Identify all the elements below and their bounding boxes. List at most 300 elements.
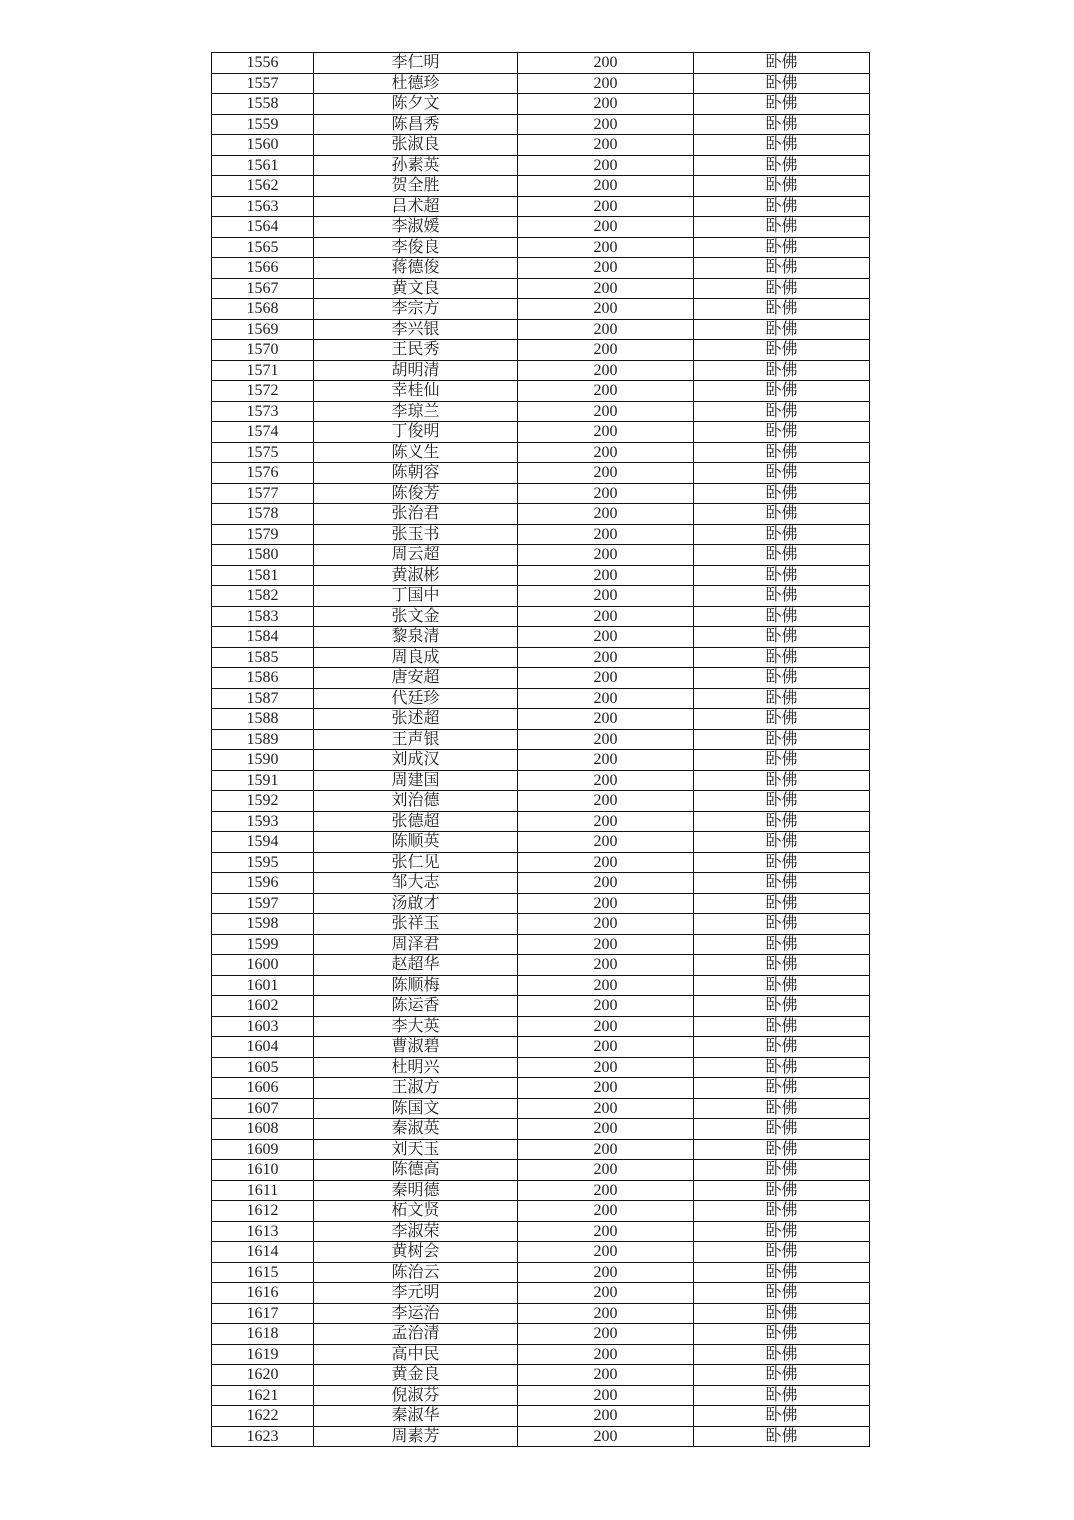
row-location: 卧佛 <box>694 1139 870 1160</box>
row-index: 1562 <box>212 176 314 197</box>
row-name: 陈夕文 <box>314 94 518 115</box>
row-location: 卧佛 <box>694 360 870 381</box>
row-index: 1613 <box>212 1221 314 1242</box>
row-amount: 200 <box>518 975 694 996</box>
row-index: 1618 <box>212 1324 314 1345</box>
row-amount: 200 <box>518 1426 694 1447</box>
row-amount: 200 <box>518 155 694 176</box>
row-amount: 200 <box>518 852 694 873</box>
table-row <box>212 1365 870 1386</box>
row-location: 卧佛 <box>694 1057 870 1078</box>
row-location: 卧佛 <box>694 852 870 873</box>
row-index: 1616 <box>212 1283 314 1304</box>
row-index: 1622 <box>212 1406 314 1427</box>
row-name: 杜德珍 <box>314 73 518 94</box>
row-index: 1607 <box>212 1098 314 1119</box>
row-location: 卧佛 <box>694 934 870 955</box>
row-index: 1593 <box>212 811 314 832</box>
row-location: 卧佛 <box>694 606 870 627</box>
row-index: 1592 <box>212 791 314 812</box>
table-row <box>212 606 870 627</box>
row-index: 1604 <box>212 1037 314 1058</box>
row-amount: 200 <box>518 1221 694 1242</box>
table-row <box>212 955 870 976</box>
table-row <box>212 1283 870 1304</box>
row-amount: 200 <box>518 237 694 258</box>
row-name: 孟治清 <box>314 1324 518 1345</box>
row-location: 卧佛 <box>694 319 870 340</box>
table-row <box>212 360 870 381</box>
row-location: 卧佛 <box>694 1160 870 1181</box>
row-name: 吕术超 <box>314 196 518 217</box>
row-name: 张玉书 <box>314 524 518 545</box>
row-amount: 200 <box>518 1180 694 1201</box>
row-amount: 200 <box>518 360 694 381</box>
row-name: 张德超 <box>314 811 518 832</box>
table-row <box>212 319 870 340</box>
row-amount: 200 <box>518 1365 694 1386</box>
table-row <box>212 811 870 832</box>
table-row <box>212 996 870 1017</box>
row-amount: 200 <box>518 1324 694 1345</box>
row-name: 柘文贤 <box>314 1201 518 1222</box>
table-row <box>212 196 870 217</box>
row-name: 张文金 <box>314 606 518 627</box>
table-row <box>212 340 870 361</box>
row-name: 陈俊芳 <box>314 483 518 504</box>
row-name: 李仁明 <box>314 53 518 74</box>
table-row <box>212 1016 870 1037</box>
row-location: 卧佛 <box>694 791 870 812</box>
row-amount: 200 <box>518 873 694 894</box>
row-index: 1558 <box>212 94 314 115</box>
row-location: 卧佛 <box>694 196 870 217</box>
table-row <box>212 73 870 94</box>
row-name: 张淑良 <box>314 135 518 156</box>
table-row <box>212 545 870 566</box>
row-index: 1579 <box>212 524 314 545</box>
row-amount: 200 <box>518 299 694 320</box>
row-index: 1584 <box>212 627 314 648</box>
row-name: 周良成 <box>314 647 518 668</box>
row-location: 卧佛 <box>694 668 870 689</box>
row-amount: 200 <box>518 401 694 422</box>
table-row <box>212 1119 870 1140</box>
row-index: 1583 <box>212 606 314 627</box>
row-location: 卧佛 <box>694 975 870 996</box>
row-amount: 200 <box>518 1037 694 1058</box>
row-name: 刘成汉 <box>314 750 518 771</box>
row-location: 卧佛 <box>694 1426 870 1447</box>
row-amount: 200 <box>518 586 694 607</box>
row-index: 1603 <box>212 1016 314 1037</box>
row-index: 1601 <box>212 975 314 996</box>
row-index: 1576 <box>212 463 314 484</box>
table-row <box>212 53 870 74</box>
row-index: 1598 <box>212 914 314 935</box>
row-index: 1580 <box>212 545 314 566</box>
row-index: 1594 <box>212 832 314 853</box>
row-location: 卧佛 <box>694 729 870 750</box>
row-index: 1591 <box>212 770 314 791</box>
table-row <box>212 709 870 730</box>
row-index: 1619 <box>212 1344 314 1365</box>
row-index: 1581 <box>212 565 314 586</box>
row-name: 黄淑彬 <box>314 565 518 586</box>
row-location: 卧佛 <box>694 504 870 525</box>
row-index: 1595 <box>212 852 314 873</box>
row-index: 1612 <box>212 1201 314 1222</box>
row-location: 卧佛 <box>694 176 870 197</box>
row-name: 陈国文 <box>314 1098 518 1119</box>
row-index: 1585 <box>212 647 314 668</box>
row-name: 李运治 <box>314 1303 518 1324</box>
row-location: 卧佛 <box>694 996 870 1017</box>
row-location: 卧佛 <box>694 586 870 607</box>
row-name: 黎泉清 <box>314 627 518 648</box>
row-amount: 200 <box>518 176 694 197</box>
row-amount: 200 <box>518 709 694 730</box>
row-index: 1577 <box>212 483 314 504</box>
row-location: 卧佛 <box>694 832 870 853</box>
table-row <box>212 504 870 525</box>
row-index: 1587 <box>212 688 314 709</box>
table-row <box>212 155 870 176</box>
row-name: 倪淑芬 <box>314 1385 518 1406</box>
row-name: 刘天玉 <box>314 1139 518 1160</box>
row-name: 丁俊明 <box>314 422 518 443</box>
row-amount: 200 <box>518 832 694 853</box>
row-location: 卧佛 <box>694 463 870 484</box>
table-row <box>212 647 870 668</box>
row-name: 周素芳 <box>314 1426 518 1447</box>
row-name: 赵超华 <box>314 955 518 976</box>
row-index: 1560 <box>212 135 314 156</box>
row-amount: 200 <box>518 319 694 340</box>
row-amount: 200 <box>518 1406 694 1427</box>
table-row <box>212 627 870 648</box>
table-row <box>212 832 870 853</box>
table-row <box>212 791 870 812</box>
row-name: 张祥玉 <box>314 914 518 935</box>
row-location: 卧佛 <box>694 914 870 935</box>
row-location: 卧佛 <box>694 955 870 976</box>
table-row <box>212 381 870 402</box>
row-name: 陈朝容 <box>314 463 518 484</box>
table-row <box>212 114 870 135</box>
table-row <box>212 1344 870 1365</box>
row-name: 李淑媛 <box>314 217 518 238</box>
row-amount: 200 <box>518 217 694 238</box>
row-index: 1610 <box>212 1160 314 1181</box>
row-index: 1608 <box>212 1119 314 1140</box>
table-row <box>212 176 870 197</box>
table-row <box>212 237 870 258</box>
row-location: 卧佛 <box>694 73 870 94</box>
row-name: 陈治云 <box>314 1262 518 1283</box>
row-amount: 200 <box>518 53 694 74</box>
row-index: 1569 <box>212 319 314 340</box>
row-amount: 200 <box>518 1078 694 1099</box>
row-name: 李淑荣 <box>314 1221 518 1242</box>
row-location: 卧佛 <box>694 1324 870 1345</box>
row-index: 1620 <box>212 1365 314 1386</box>
row-index: 1572 <box>212 381 314 402</box>
row-location: 卧佛 <box>694 53 870 74</box>
row-index: 1588 <box>212 709 314 730</box>
row-amount: 200 <box>518 278 694 299</box>
row-name: 王民秀 <box>314 340 518 361</box>
row-amount: 200 <box>518 196 694 217</box>
row-index: 1611 <box>212 1180 314 1201</box>
table-row <box>212 135 870 156</box>
row-location: 卧佛 <box>694 340 870 361</box>
row-index: 1582 <box>212 586 314 607</box>
table-row <box>212 1242 870 1263</box>
row-amount: 200 <box>518 729 694 750</box>
row-name: 陈义生 <box>314 442 518 463</box>
row-location: 卧佛 <box>694 442 870 463</box>
table-row <box>212 524 870 545</box>
table-row <box>212 688 870 709</box>
table-row <box>212 1324 870 1345</box>
table-row <box>212 668 870 689</box>
row-location: 卧佛 <box>694 278 870 299</box>
row-index: 1623 <box>212 1426 314 1447</box>
row-amount: 200 <box>518 1303 694 1324</box>
row-amount: 200 <box>518 647 694 668</box>
row-index: 1602 <box>212 996 314 1017</box>
table-row <box>212 217 870 238</box>
row-amount: 200 <box>518 114 694 135</box>
row-amount: 200 <box>518 1119 694 1140</box>
row-name: 孙素英 <box>314 155 518 176</box>
row-location: 卧佛 <box>694 627 870 648</box>
table-row <box>212 975 870 996</box>
row-amount: 200 <box>518 442 694 463</box>
row-index: 1570 <box>212 340 314 361</box>
row-amount: 200 <box>518 258 694 279</box>
row-amount: 200 <box>518 606 694 627</box>
row-amount: 200 <box>518 1344 694 1365</box>
row-name: 周泽君 <box>314 934 518 955</box>
row-name: 李俊良 <box>314 237 518 258</box>
row-location: 卧佛 <box>694 647 870 668</box>
row-name: 陈顺梅 <box>314 975 518 996</box>
row-location: 卧佛 <box>694 811 870 832</box>
table-row <box>212 750 870 771</box>
row-amount: 200 <box>518 135 694 156</box>
row-index: 1615 <box>212 1262 314 1283</box>
row-index: 1606 <box>212 1078 314 1099</box>
row-location: 卧佛 <box>694 94 870 115</box>
row-index: 1573 <box>212 401 314 422</box>
row-location: 卧佛 <box>694 565 870 586</box>
table-row <box>212 893 870 914</box>
row-index: 1567 <box>212 278 314 299</box>
row-index: 1589 <box>212 729 314 750</box>
row-index: 1564 <box>212 217 314 238</box>
row-name: 陈顺英 <box>314 832 518 853</box>
table-row <box>212 1078 870 1099</box>
table-row <box>212 94 870 115</box>
row-amount: 200 <box>518 934 694 955</box>
row-amount: 200 <box>518 422 694 443</box>
row-name: 张治君 <box>314 504 518 525</box>
row-location: 卧佛 <box>694 1180 870 1201</box>
row-location: 卧佛 <box>694 1221 870 1242</box>
row-location: 卧佛 <box>694 1406 870 1427</box>
row-amount: 200 <box>518 955 694 976</box>
row-name: 丁国中 <box>314 586 518 607</box>
row-name: 汤啟才 <box>314 893 518 914</box>
table-row <box>212 1406 870 1427</box>
row-index: 1559 <box>212 114 314 135</box>
table-row <box>212 873 870 894</box>
row-name: 陈昌秀 <box>314 114 518 135</box>
row-index: 1586 <box>212 668 314 689</box>
row-location: 卧佛 <box>694 1119 870 1140</box>
row-amount: 200 <box>518 996 694 1017</box>
row-name: 秦淑华 <box>314 1406 518 1427</box>
table-row <box>212 1057 870 1078</box>
row-amount: 200 <box>518 1283 694 1304</box>
row-amount: 200 <box>518 1201 694 1222</box>
table-row <box>212 1037 870 1058</box>
row-location: 卧佛 <box>694 114 870 135</box>
row-location: 卧佛 <box>694 1365 870 1386</box>
table-row <box>212 401 870 422</box>
row-name: 蒋德俊 <box>314 258 518 279</box>
table-row <box>212 299 870 320</box>
table-row <box>212 1385 870 1406</box>
row-name: 李宗方 <box>314 299 518 320</box>
row-amount: 200 <box>518 791 694 812</box>
row-name: 杜明兴 <box>314 1057 518 1078</box>
table-row <box>212 565 870 586</box>
row-amount: 200 <box>518 1262 694 1283</box>
row-location: 卧佛 <box>694 873 870 894</box>
row-name: 陈运香 <box>314 996 518 1017</box>
row-index: 1561 <box>212 155 314 176</box>
row-amount: 200 <box>518 811 694 832</box>
row-name: 刘治德 <box>314 791 518 812</box>
table-row <box>212 1160 870 1181</box>
table-row <box>212 422 870 443</box>
row-amount: 200 <box>518 627 694 648</box>
row-name: 王淑方 <box>314 1078 518 1099</box>
row-index: 1600 <box>212 955 314 976</box>
row-amount: 200 <box>518 483 694 504</box>
row-index: 1568 <box>212 299 314 320</box>
row-index: 1590 <box>212 750 314 771</box>
row-name: 黄树会 <box>314 1242 518 1263</box>
table-row <box>212 442 870 463</box>
row-amount: 200 <box>518 1242 694 1263</box>
row-location: 卧佛 <box>694 1283 870 1304</box>
row-index: 1556 <box>212 53 314 74</box>
row-location: 卧佛 <box>694 1098 870 1119</box>
row-location: 卧佛 <box>694 688 870 709</box>
table-row <box>212 278 870 299</box>
row-location: 卧佛 <box>694 709 870 730</box>
row-index: 1565 <box>212 237 314 258</box>
row-amount: 200 <box>518 381 694 402</box>
row-amount: 200 <box>518 1057 694 1078</box>
row-index: 1557 <box>212 73 314 94</box>
table-row <box>212 852 870 873</box>
row-location: 卧佛 <box>694 545 870 566</box>
row-index: 1563 <box>212 196 314 217</box>
row-amount: 200 <box>518 94 694 115</box>
table-body <box>212 53 870 1447</box>
row-amount: 200 <box>518 770 694 791</box>
table-row <box>212 729 870 750</box>
row-amount: 200 <box>518 893 694 914</box>
row-amount: 200 <box>518 545 694 566</box>
row-location: 卧佛 <box>694 1344 870 1365</box>
row-amount: 200 <box>518 668 694 689</box>
table-row <box>212 914 870 935</box>
row-location: 卧佛 <box>694 1303 870 1324</box>
row-location: 卧佛 <box>694 1078 870 1099</box>
row-amount: 200 <box>518 73 694 94</box>
row-amount: 200 <box>518 688 694 709</box>
row-index: 1621 <box>212 1385 314 1406</box>
row-index: 1596 <box>212 873 314 894</box>
table-row <box>212 1098 870 1119</box>
row-index: 1597 <box>212 893 314 914</box>
table-row <box>212 934 870 955</box>
row-amount: 200 <box>518 340 694 361</box>
row-name: 高中民 <box>314 1344 518 1365</box>
row-location: 卧佛 <box>694 1016 870 1037</box>
row-location: 卧佛 <box>694 524 870 545</box>
row-index: 1614 <box>212 1242 314 1263</box>
table-row <box>212 1221 870 1242</box>
table-row <box>212 1262 870 1283</box>
row-amount: 200 <box>518 524 694 545</box>
row-location: 卧佛 <box>694 237 870 258</box>
row-location: 卧佛 <box>694 893 870 914</box>
row-location: 卧佛 <box>694 258 870 279</box>
row-location: 卧佛 <box>694 1242 870 1263</box>
row-amount: 200 <box>518 750 694 771</box>
table-row <box>212 1426 870 1447</box>
row-location: 卧佛 <box>694 422 870 443</box>
row-name: 胡明清 <box>314 360 518 381</box>
row-index: 1599 <box>212 934 314 955</box>
table-row <box>212 1139 870 1160</box>
row-amount: 200 <box>518 1016 694 1037</box>
row-name: 陈德高 <box>314 1160 518 1181</box>
table-row <box>212 770 870 791</box>
table-row <box>212 483 870 504</box>
row-location: 卧佛 <box>694 750 870 771</box>
row-location: 卧佛 <box>694 770 870 791</box>
table-row <box>212 586 870 607</box>
row-amount: 200 <box>518 1098 694 1119</box>
row-location: 卧佛 <box>694 135 870 156</box>
row-location: 卧佛 <box>694 381 870 402</box>
donation-roster-table <box>211 52 870 1447</box>
row-amount: 200 <box>518 1160 694 1181</box>
table-row <box>212 258 870 279</box>
row-index: 1571 <box>212 360 314 381</box>
table-row <box>212 1201 870 1222</box>
row-amount: 200 <box>518 1139 694 1160</box>
row-name: 幸桂仙 <box>314 381 518 402</box>
